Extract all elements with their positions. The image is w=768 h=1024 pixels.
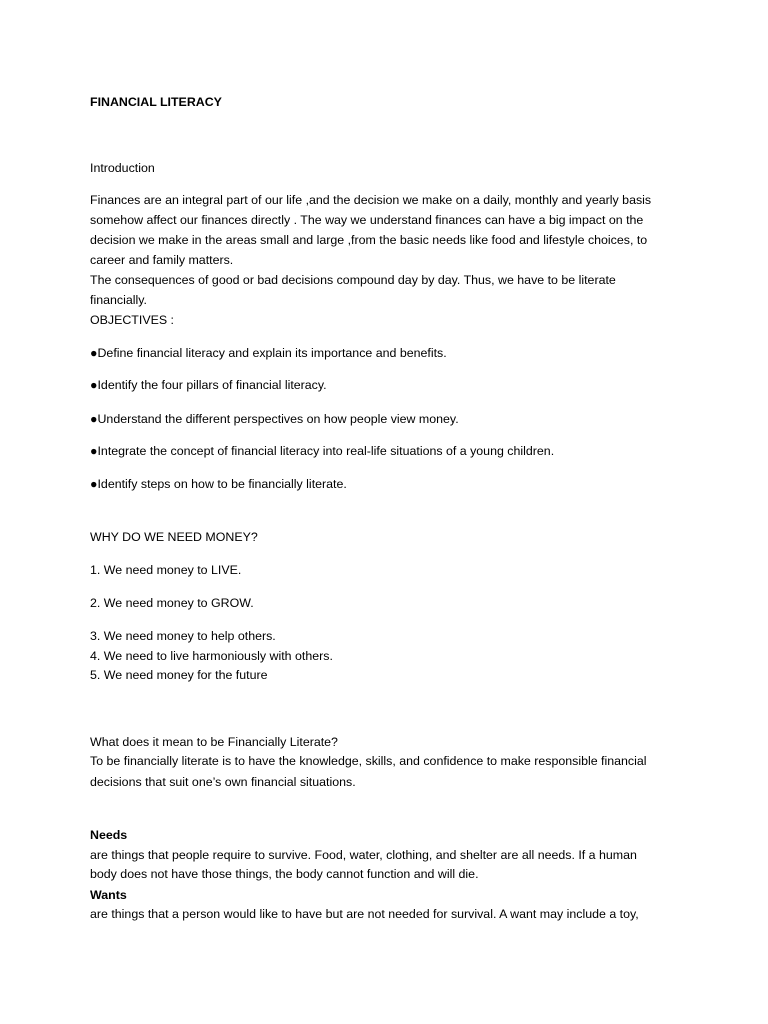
- intro-line: financially.: [90, 293, 147, 307]
- money-reason: 2. We need money to GROW.: [90, 596, 254, 610]
- objective-item: ●Understand the different perspectives on how people view money.: [90, 412, 459, 426]
- needs-text-line: are things that people require to survive. Food, water, clothing, and shelter are all needs. If a human: [90, 848, 637, 862]
- money-reason: 4. We need to live harmoniously with others.: [90, 649, 333, 663]
- objective-item: ●Identify steps on how to be financially literate.: [90, 477, 347, 491]
- intro-line: Finances are an integral part of our life ,and the decision we make on a daily, monthly and yearly basis: [90, 193, 652, 207]
- wants-text-line: are things that a person would like to have but are not needed for survival. A want may include a toy,: [90, 907, 639, 921]
- money-reason: 3. We need money to help others.: [90, 629, 276, 643]
- introduction-heading: Introduction: [90, 161, 155, 175]
- document-title: FINANCIAL LITERACY: [90, 95, 222, 109]
- objective-item: ●Define financial literacy and explain its importance and benefits.: [90, 346, 447, 360]
- needs-heading: Needs: [90, 828, 128, 842]
- literate-answer-line: decisions that suit one’s own financial situations.: [90, 775, 356, 789]
- objectives-heading: OBJECTIVES :: [90, 313, 174, 327]
- intro-line: somehow affect our finances directly . The way we understand finances can have a big impact on the: [90, 213, 644, 227]
- objective-item: ●Integrate the concept of financial literacy into real-life situations of a young children.: [90, 444, 555, 458]
- objective-item: ●Identify the four pillars of financial literacy.: [90, 378, 327, 392]
- intro-line: decision we make in the areas small and large ,from the basic needs like food and lifestyle choices, to: [90, 233, 648, 247]
- money-heading: WHY DO WE NEED MONEY?: [90, 530, 258, 544]
- money-reason: 5. We need money for the future: [90, 668, 268, 682]
- money-reason: 1. We need money to LIVE.: [90, 563, 242, 577]
- needs-text-line: body does not have those things, the body cannot function and will die.: [90, 867, 479, 881]
- wants-heading: Wants: [90, 888, 127, 902]
- literate-question: What does it mean to be Financially Literate?: [90, 735, 338, 749]
- intro-line: career and family matters.: [90, 253, 234, 267]
- intro-line: The consequences of good or bad decisions compound day by day. Thus, we have to be literate: [90, 273, 616, 287]
- literate-answer-line: To be financially literate is to have the knowledge, skills, and confidence to make responsible financial: [90, 754, 647, 768]
